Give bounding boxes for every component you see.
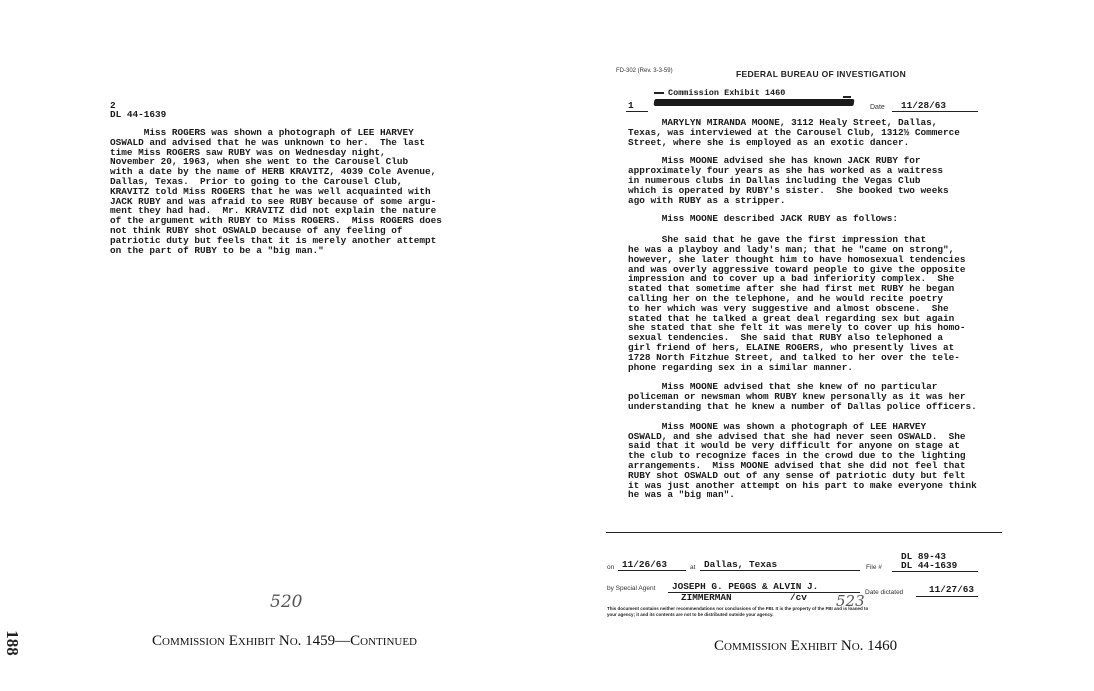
text-line: policeman or newsman whom RUBY knew personally as it was her — [628, 391, 966, 403]
text-line: 1728 North Fitzhue Street, and talked to her over the tele- — [628, 351, 960, 363]
text-line: and was overly aggressive toward people to give the opposite — [628, 263, 966, 275]
on-label: on — [607, 564, 615, 571]
text-line: approximately four years as she has worked as a waitress — [628, 165, 944, 177]
left-body-text — [110, 128, 442, 255]
right-body-text — [628, 118, 977, 500]
text-line: Texas, was interviewed at the Carousel Club, 1312½ Commerce — [628, 126, 960, 138]
text-line: Dallas, Texas. Prior to going to the Carousel Club, — [110, 175, 403, 187]
file-label: File # — [866, 564, 882, 571]
text-line: to her which was very suggestive and almost obscene. She — [628, 302, 949, 314]
text-line: however, she later thought him to have homosexual tendencies — [628, 253, 966, 265]
paragraph — [628, 156, 977, 205]
left-page-number: 2 — [110, 100, 116, 111]
text-line: ment they had had. Mr. KRAVITZ did not explain the nature — [110, 205, 437, 217]
text-line: said that it would be very difficult for anyone on stage at — [628, 440, 960, 452]
redaction-bar — [654, 99, 855, 106]
text-line: Miss MOONE described JACK RUBY as follows: — [628, 213, 899, 225]
date-underline — [892, 111, 978, 112]
text-line: KRAVITZ told Miss ROGERS that he was well acquainted with — [110, 185, 431, 197]
agent-line-2: ZIMMERMAN — [681, 592, 732, 603]
left-caption: Commission Exhibit No. 1459—Continued — [152, 633, 417, 649]
dictated-label: Date dictated — [865, 589, 904, 596]
disclaimer-line-1: This document contains neither recommendations nor conclusions of the FBI. It is the property of the FBI and is loaned to — [607, 606, 869, 611]
page-number: 188 — [3, 630, 22, 656]
on-value: 11/26/63 — [622, 559, 668, 570]
text-line: she stated that she felt it was merely to cover up his homo- — [628, 322, 966, 334]
text-line: with a date by the name of HERB KRAVITZ, 4039 Cole Avenue, — [110, 166, 437, 178]
text-line: patriotic duty but feels that it is merely another attempt — [110, 234, 437, 246]
dash-mark — [654, 92, 664, 94]
text-line: not think RUBY shot OSWALD because of any feeling of — [110, 224, 403, 236]
file-value-1: DL 89-43 — [901, 551, 947, 562]
agency-header: FEDERAL BUREAU OF INVESTIGATION — [736, 69, 907, 79]
text-line: JACK RUBY and was afraid to see RUBY because of some argu- — [110, 195, 437, 207]
text-line: OSWALD, and she advised that she had never seen OSWALD. She — [628, 430, 966, 442]
text-line: MARYLYN MIRANDA MOONE, 3112 Healy Street, Dallas, — [628, 117, 938, 128]
text-line: in numerous clubs in Dallas including the Vegas Club — [628, 174, 921, 186]
at-underline — [700, 570, 860, 571]
dictated-value: 11/27/63 — [929, 584, 975, 595]
text-line: on the part of RUBY to be a "big man." — [110, 244, 324, 256]
dash-mark — [843, 96, 851, 98]
text-line: impression and to cover up a bad inferiority complex. She — [628, 273, 955, 285]
text-line: November 20, 1963, when she went to the Carousel Club — [110, 156, 409, 168]
text-line: RUBY shot OSWALD out of any sense of patriotic duty but felt — [628, 469, 966, 481]
file-underline — [892, 571, 978, 572]
text-line: Miss MOONE advised she has known JACK RUBY for — [628, 155, 921, 167]
left-handwritten-number: 520 — [270, 592, 303, 612]
right-caption: Commission Exhibit No. 1460 — [714, 638, 898, 654]
text-line: time Miss ROGERS saw RUBY was on Wednesday night, — [110, 146, 386, 158]
paragraph — [628, 118, 977, 147]
left-file-ref: DL 44-1639 — [110, 109, 167, 120]
text-line: of the argument with RUBY to Miss ROGERS. Miss ROGERS does — [110, 215, 442, 227]
exhibit-label: Commission Exhibit 1460 — [668, 88, 786, 98]
text-line: Miss MOONE was shown a photograph of LEE HARVEY — [628, 420, 927, 432]
text-line: stated that sometime after she had first met RUBY he began — [628, 283, 955, 295]
text-line: Miss ROGERS was shown a photograph of LEE HARVEY — [110, 127, 414, 138]
text-line: he was a playboy and lady's man; that he "came on strong", — [628, 243, 955, 255]
date-value: 11/28/63 — [901, 100, 947, 111]
text-line: Street, where she is employed as an exotic dancer. — [628, 136, 910, 148]
right-handwritten-number: 523 — [836, 592, 865, 610]
text-line: phone regarding sex in a similar manner. — [628, 361, 854, 373]
text-line: OSWALD and advised that he was unknown to her. The last — [110, 136, 426, 148]
at-label: at — [690, 564, 696, 571]
text-line: arrangements. Miss MOONE advised that she did not feel that — [628, 459, 966, 471]
text-line: She said that he gave the first impression that — [628, 234, 927, 246]
text-line: understanding that he knew a number of Dallas police officers. — [628, 400, 977, 412]
paragraph — [628, 422, 977, 500]
paragraph — [628, 235, 977, 372]
text-line: stated that he talked a great deal regarding sex but again — [628, 312, 955, 324]
text-line: the club to recognize faces in the crowd due to the lighting — [628, 450, 966, 462]
text-line: ago with RUBY as a stripper. — [628, 194, 786, 206]
paragraph — [628, 214, 977, 224]
text-line: which is operated by RUBY's sister. She booked two weeks — [628, 184, 949, 196]
footer-top-rule — [606, 532, 1002, 533]
text-line: girl friend of hers, ELAINE ROGERS, who presently lives at — [628, 341, 955, 353]
agent-initials: /cv — [790, 592, 807, 603]
on-underline — [618, 570, 686, 571]
text-line: sexual tendencies. She said that RUBY also telephoned a — [628, 332, 944, 344]
file-value-2: DL 44-1639 — [901, 560, 958, 571]
page-marker: 1 — [628, 100, 634, 111]
paragraph — [628, 382, 977, 411]
text-line: he was a "big man". — [628, 489, 735, 501]
at-value: Dallas, Texas — [704, 559, 778, 570]
agent-line-1: JOSEPH G. PEGGS & ALVIN J. — [672, 581, 819, 592]
agent-label: by Special Agent — [607, 585, 656, 592]
text-line: Miss MOONE advised that she knew of no particular — [628, 381, 938, 393]
dictated-underline — [916, 596, 978, 597]
form-number: FD-302 (Rev. 3-3-59) — [616, 68, 673, 74]
date-label: Date — [870, 104, 885, 111]
disclaimer-line-2: your agency; it and its contents are not to be distributed outside your agency. — [607, 612, 774, 617]
text-line: it was just another attempt on his part to make everyone think — [628, 479, 977, 491]
page-marker-underline — [626, 111, 648, 112]
text-line: calling her on the telephone, and he would recite poetry — [628, 292, 944, 304]
